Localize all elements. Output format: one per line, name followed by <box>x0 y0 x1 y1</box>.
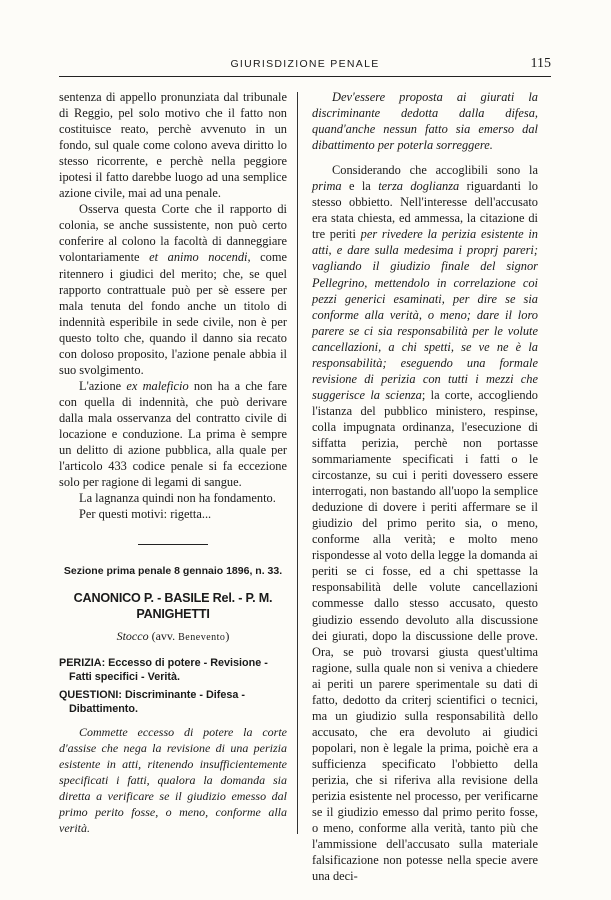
section-divider <box>138 544 208 545</box>
header-rule <box>59 76 551 77</box>
text-run: non ha a che fare con quella di indennità, che può derivare dalla mala osservanza del contratto civile di locazione e conduzione. La prima è sempre un delitto di azione pubblica, alla quale per l'articolo 433 codice penale si fa eccezione solo per ragione di legami di sangue. <box>59 378 287 490</box>
running-header <box>59 56 551 78</box>
text-run: ) <box>225 629 230 644</box>
left-column <box>59 89 287 836</box>
page-number: 115 <box>530 56 551 71</box>
paragraph <box>312 162 538 884</box>
text-run: e la <box>341 179 379 194</box>
paragraph: La lagnanza quindi non ha fondamento. <box>79 491 276 506</box>
latin-phrase: et animo nocendi, <box>149 250 251 265</box>
emphasis: prima <box>312 179 342 194</box>
paragraph <box>59 201 287 378</box>
paragraph: Per questi motivi: rigetta... <box>79 507 212 522</box>
running-title: GIURISDIZIONE PENALE <box>230 58 380 70</box>
text-run: Osserva questa Corte che il rapporto di colonia, se anche sussistente, non può certo conferire al colono la facoltà di danneggiare volontariamente <box>59 202 287 265</box>
headnote: Dev'essere proposta ai giurati la discriminante dedotta dalla difesa, quand'anche nessun fatto sia emerso dal dibattimento per poterla sorreggere. <box>312 90 538 153</box>
headnote: Commette eccesso di potere la corte d'assise che nega la revisione di una perizia esistente in atti, ritenendo insufficientemente specificati i fatti, qualora la domanda sia diretta a verificare se il giudizio emesso dal primo perito fosse, o meno, conforme alla verità. <box>59 725 287 836</box>
text-run: riguardanti lo stesso obbietto. Nell'interesse dell'accusato era stata chiesta, ed ammessa, la citazione di tre periti <box>312 179 538 242</box>
quoted-request: per rivedere la perizia esistente in atti, e dare sulla medesima i proprj pareri; vagliando il giudizio finale del signor Pellegrino, mettendolo in correlazione coi pezzi generici esaminati, per dire se sia conforme alla verità, o meno; dare il loro parere se ci sia responsabilità per le volute cancellazioni, a chi spetti, se ve ne è la responsabilità; eseguendo una formale revisione di perizia con tutti i mezzi che suggerisce la scienza <box>312 227 538 402</box>
paragraph <box>59 378 287 490</box>
party-name: Stocco <box>116 629 149 644</box>
emphasis: terza doglianza <box>378 179 460 194</box>
text-run: Considerando che accoglibili sono la <box>332 163 538 178</box>
parties-line: CANONICO P. - BASILE Rel. - P. M. PANIGHETTI <box>73 591 273 622</box>
right-column <box>312 89 538 884</box>
text-run: ; la corte, accogliendo l'istanza del pubblico ministero, respinse, colla impugnata ordinanza, l'esecuzione di siffatta perizia, perchè non portasse sommariamente specificati i fatti o le circostanze, su cui i periti dovessero essere interrogati, non bastando all'uopo la semplice deduzione di dovere i periti affermare se il giudizio del primo perito sia, o meno, conforme alla verità; e molto meno rispondesse al voto della legge la domanda ai periti se ci fosse, ed a chi spettasse la responsabilità delle volute cancellazioni commesse dallo stesso accusato, questo giudizio essendo devoluto alla discussione dei giurati, dopo la discussione delle prove. Ora, se può trovarsi giusta quest'ultima ragione, sulla quale non si veniva a chiedere ai periti un parere sperimentale su dati di fatto, dedotto da criterj scientifici o tecnici, ma un giudizio sulla responsabilità dello accusato, che era devoluto ai giudici popolari, non è legale la prima, poichè era a sufficienza specificato l'obbietto della perizia, che si riferiva alla revisione della perizia esistente nel processo, per verificarne se il giudizio emesso dal primo perito fosse, o meno, conforme alla verità, tanto più che l'ammissione dell'accusato sulla materiale falsificazione non potesse nella specie avere una deci- <box>312 387 538 884</box>
paragraph: sentenza di appello pronunziata dal tribunale di Reggio, pel solo motivo che il fatto non costituisce reato, perchè avvenuto in un fondo, sul quale come colono aveva diritto lo stesso ricorrente, e perchè nella peggiore ipotesi il fatto darebbe luogo ad una semplice azione civile, mai ad una penale. <box>59 90 287 201</box>
keywords-questioni: QUESTIONI: Discriminante - Difesa - Dibattimento. <box>59 689 245 716</box>
text-run: come ritennero i giudici del merito; che, se quel rapporto contrattuale può per sè essere per mala tenuta del fondo anche un titolo di indennità esperibile in sede civile, non è per questo tolto che, quando il danno sia recato con doloso proposito, l'azione penale abbia il suo svolgimento. <box>59 250 288 377</box>
section-heading: Sezione prima penale 8 gennaio 1896, n. 33. <box>63 565 283 578</box>
keywords-perizia: PERIZIA: Eccesso di potere - Revisione - Fatti specifici - Verità. <box>59 657 268 684</box>
latin-phrase: ex maleficio <box>126 378 189 393</box>
lawyer-name: Benevento <box>178 632 226 644</box>
party-line <box>59 628 287 646</box>
text-run: (avv. <box>148 629 179 644</box>
text-run: L'azione <box>79 378 127 393</box>
column-divider <box>297 92 298 834</box>
